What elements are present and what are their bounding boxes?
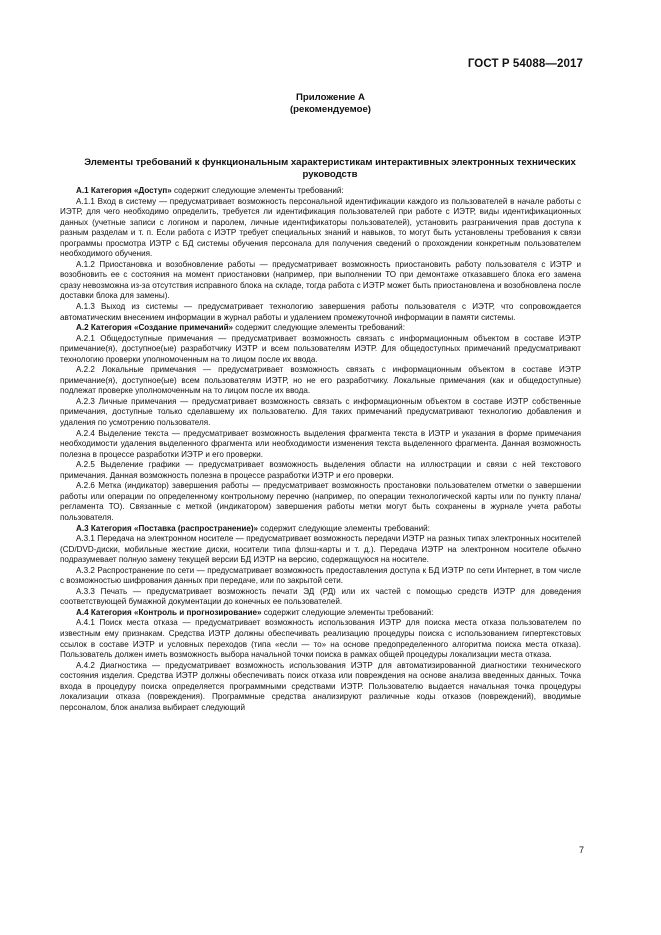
paragraph [60, 197, 581, 260]
paragraph-text: содержит следующие элементы требований: [233, 323, 405, 333]
category-heading: А.3 Категория «Поставка (распространение)» [76, 523, 259, 533]
paragraph-text: А.3.3 Печать — предусматривает возможность печати ЭД (РД) или их частей с помощью средств ИЭТР для доведения соответствующей бумажной документации до конечных ее пользователей. [60, 586, 581, 607]
paragraph-text: А.2.5 Выделение графики — предусматривает возможность выделения области на иллюстрации и связи с ней текстового примечания. Данная возможность полезна в процессе разработки ИЭТР и его проверки. [60, 460, 581, 480]
category-heading: А.1 Категория «Доступ» [76, 186, 172, 195]
paragraph-text: А.2.6 Метка (индикатор) завершения работы — предусматривает возможность простановки пользователем отметки о завершении работы или операции по определенному контрольному перечню (например, по операции технологической карты или по пункту плана/регламента ТО). Связанные с меткой (индикатором) завершения работы метки могут быть сохранены в журнале учета работы пользователя. [60, 481, 581, 522]
paragraph [60, 323, 581, 334]
paragraph [60, 566, 581, 587]
category-heading: А.2 Категория «Создание примечаний» [76, 323, 234, 333]
paragraph-text: А.2.3 Личные примечания — предусматривает возможность связать с информационным объектом в составе ИЭТР собственные примечания, доступные только сделавшему их пользователю. Для таких примечаний предусматривают технологию добавления и удаления по усмотрению пользователя. [60, 396, 581, 428]
category-heading: А.4 Категория «Контроль и прогнозирование» [76, 607, 262, 617]
paragraph-text: содержит следующие элементы требований: [261, 607, 434, 617]
paragraph [60, 618, 581, 660]
paragraph [60, 608, 581, 619]
annex-title: Приложение А [296, 92, 365, 103]
paragraph [60, 587, 581, 608]
paragraph [60, 260, 581, 302]
paragraph [60, 524, 581, 535]
annex-subtitle: (рекомендуемое) [289, 104, 371, 115]
annex-heading [0, 92, 661, 116]
paragraph [60, 302, 581, 323]
paragraph-text: содержит следующие элементы требований: [171, 186, 344, 195]
paragraph [60, 186, 581, 197]
paragraph [60, 534, 581, 566]
paragraph-text: А.4.1 Поиск места отказа — предусматривает возможность использования ИЭТР для поиска места отказа пользователем по известным ему признакам. Средства ИЭТР должны обеспечивать реализацию процедуры поиска с использованием гипертекстовых ссылок в составе ИЭТР и условных переходов (типа «если — то» на основе предопределенного алгоритма поиска места отказа). Пользователь должен иметь возможность выбора начальной точки поиска в рамках общей процедуры локализации места отказа. [60, 618, 581, 660]
paragraph-text: А.4.2 Диагностика — предусматривает возможность использования ИЭТР для автоматизированной диагностики технического состояния изделия. Средства ИЭТР должны обеспечивать поиск отказа или повреждения на основе анализа введенных данных. Точка входа в процедуру поиска определяется программными средствами ИЭТР. Пользователю выдается начальная точка процедуры локализации отказа (повреждения). Программные средства анализируют различные коды отказов (повреждений), вводимые персоналом, блок анализа выбирает следующий [60, 660, 581, 712]
paragraph [60, 397, 581, 429]
paragraph [60, 460, 581, 481]
document-number: ГОСТ Р 54088—2017 [467, 58, 583, 70]
body-text [60, 186, 581, 713]
paragraph [60, 334, 581, 366]
paragraph-text: А.2.2 Локальные примечания — предусматривает возможность связать с информационным объектом в составе ИЭТР примечание(я), доступное(ые) всем пользователям ИЭТР, но не его разработчику. Локальные примечания (как и общедоступные) подлежат проверке уполномоченным на то лицом после их ввода. [60, 365, 581, 396]
paragraph-text: А.3.2 Распространение по сети — предусматривает возможность предоставления доступа к БД ИЭТР по сети Интернет, в том числе с возможностью шифрования данных при передаче, или по закрытой сети. [60, 565, 581, 586]
paragraph [60, 481, 581, 523]
paragraph [60, 661, 581, 714]
paragraph-text: А.1.1 Вход в систему — предусматривает возможность персональной идентификации каждого из пользователей в начале работы с ИЭТР, для чего необходимо определить, требуется ли идентификация пользователей при работе с ИЭТР, виды идентификационных данных (учетные записи с логином и паролем, личные идентификаторы пользователей), установить разграничения прав доступа к разным разделам и т. п. Если работа с ИЭТР требует специальных знаний и навыков, то могут быть установлены требования к связи программы просмотра ИЭТР с БД системы обучения персонала для получения сведений о прохождении конкретным пользователем необходимого обучения. [60, 196, 581, 259]
paragraph-text: А.1.2 Приостановка и возобновление работы — предусматривает возможность приостановить работу пользователя с ИЭТР и возобновить ее с состояния на момент приостановки (например, при выполнении ТО при демонтаже отказавшего блока его замена сразу невозможна из-за отсутствия исправного блока на складе, тогда работа с ИЭТР может быть приостановлена и возобновлена после доставки блока для замены). [60, 259, 581, 301]
paragraph-text: содержит следующие элементы требований: [258, 523, 430, 533]
paragraph-text: А.1.3 Выход из системы — предусматривает технологию завершения работы пользователя с ИЭТР, что сопровождается автоматическим внесением информации в журнал работы и удалением промежуточной информации в памяти системы. [60, 302, 581, 322]
section-title: Элементы требований к функциональным характеристикам интерактивных электронных технических руководств [84, 157, 576, 180]
page-number: 7 [578, 845, 584, 855]
paragraph-text: А.3.1 Передача на электронном носителе — предусматривает возможность передачи ИЭТР на разных типах электронных носителей (CD/DVD-диски, мобильные жесткие диски, носители типа флэш-карты и т. д.). Передача ИЭТР на электронном носителе обычно подразумевает полную замену текущей версии БД ИЭТР на версию, содержащуюся на носителе. [60, 534, 581, 565]
paragraph [60, 365, 581, 397]
paragraph [60, 429, 581, 461]
paragraph-text: А.2.1 Общедоступные примечания — предусматривает возможность связать с информационным объектом в составе ИЭТР примечание(я), доступное(ые) разработчику ИЭТР и всем пользователям ИЭТР. Для общедоступных примечаний предусматривают технологию проверки уполномоченным на то лицом после их ввода. [60, 333, 581, 364]
paragraph-text: А.2.4 Выделение текста — предусматривает возможность выделения фрагмента текста в ИЭТР и указания в форме примечания необходимости удаления выделенного фрагмента или необходимости изменения текста выделенного фрагмента. Данная возможность полезна в процессе разработки ИЭТР и его проверки. [60, 428, 581, 459]
